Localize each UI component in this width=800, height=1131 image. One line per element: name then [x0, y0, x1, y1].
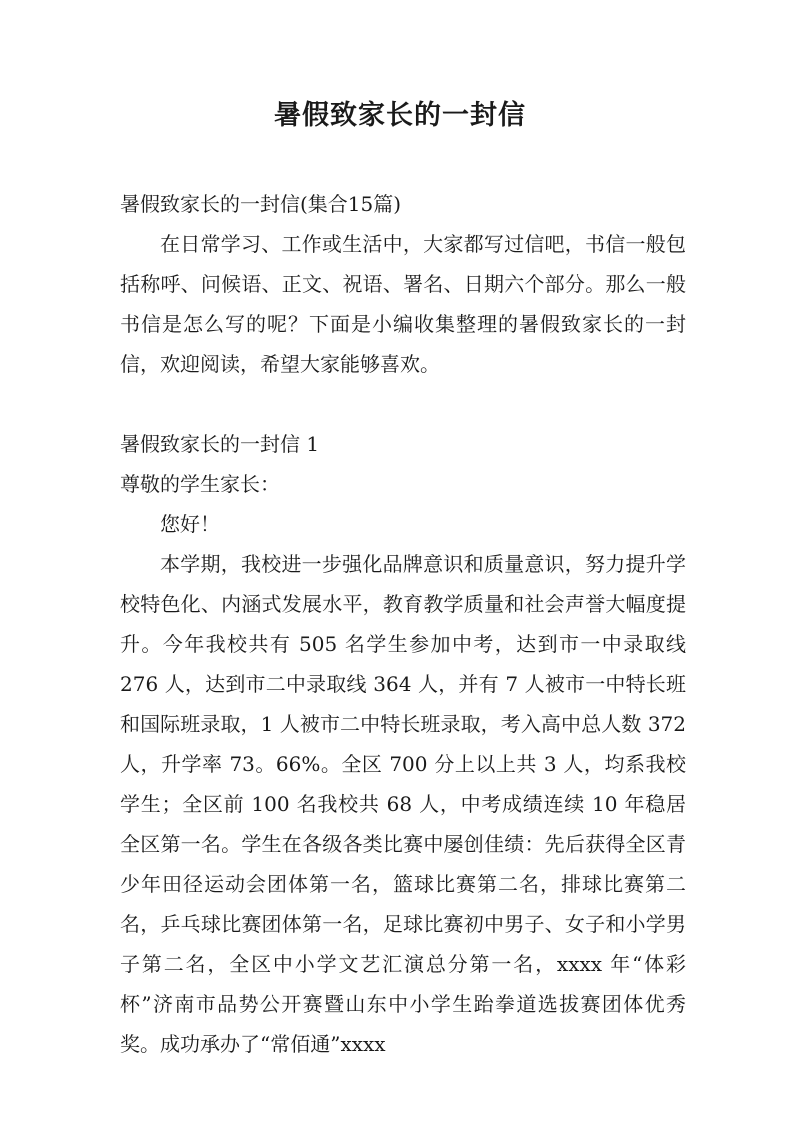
salutation: 尊敬的学生家长：	[120, 472, 280, 496]
body-paragraph: 本学期，我校进一步强化品牌意识和质量意识，努力提升学校特色化、内涵式发展水平，教育教学质量和社会声誉大幅度提升。今年我校共有 505 名学生参加中考，达到市一中录取线 276 人，达到市二中录取线 364 人，并有 7 人被市一中特长班和国际班录取，1 人被市二中特长班录取，考入高中总人数 372 人，升学率 73。66%。全区 700 分上以上共 3 人，均系我校学生；全区前 100 名我校共 68 人，中考成绩连续 10 年稳居全区第一名。学生在各级各类比赛中屡创佳绩：先后获得全区青少年田径运动会团体第一名，篮球比赛第二名，排球比赛第二名，乒乓球比赛团体第一名，足球比赛初中男子、女子和小学男子第二名，全区中小学文艺汇演总分第一名，xxxx 年“体彩杯”济南市品势公开赛暨山东中小学生跆拳道选拔赛团体优秀奖。成功承办了“常佰通”xxxx	[120, 552, 686, 1056]
section-heading: 暑假致家长的一封信 1	[120, 432, 320, 456]
subtitle: 暑假致家长的一封信(集合15篇)	[120, 192, 402, 216]
page-title: 暑假致家长的一封信	[274, 100, 526, 131]
paragraph-gap	[120, 384, 686, 424]
greeting: 您好！	[160, 512, 220, 536]
document-body	[120, 184, 686, 1064]
intro-paragraph: 在日常学习、工作或生活中，大家都写过信吧，书信一般包括称呼、问候语、正文、祝语、署名、日期六个部分。那么一般书信是怎么写的呢？下面是小编收集整理的暑假致家长的一封信，欢迎阅读，希望大家能够喜欢。	[120, 232, 686, 376]
